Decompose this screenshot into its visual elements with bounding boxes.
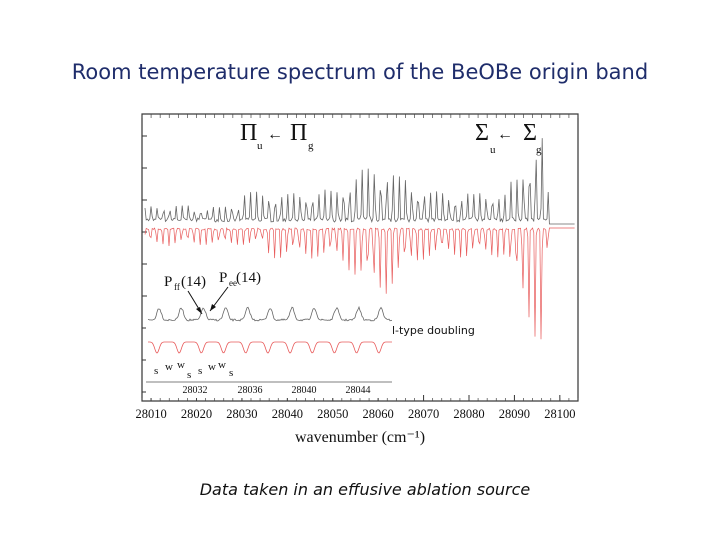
- intensity-letter: s: [187, 369, 192, 381]
- sigma-u-symbol: Σ: [475, 120, 489, 146]
- slide-title-text: Room temperature spectrum of the Be: [71, 60, 479, 84]
- x-tick-label: 28090: [498, 407, 531, 421]
- x-tick-label: 28070: [407, 407, 440, 421]
- inset-tick-label: 28044: [345, 385, 371, 396]
- pi-g-symbol: Π: [290, 120, 308, 146]
- pi-arrow: ←: [267, 126, 283, 143]
- inset-label-pff-sub: ff: [174, 282, 180, 292]
- inset-label-pff: P: [164, 274, 173, 290]
- spectrum-chart: [130, 106, 590, 451]
- pi-g-subscript: g: [308, 140, 314, 152]
- spectrum-figure: [130, 106, 590, 451]
- inset-tick-label: 28036: [237, 385, 263, 396]
- intensity-letter: w: [208, 361, 216, 373]
- sigma-g-subscript: g: [536, 144, 542, 156]
- intensity-letter: s: [229, 367, 234, 379]
- x-tick-label: 28060: [362, 407, 394, 421]
- intensity-letter: s: [154, 365, 159, 377]
- intensity-letter: w: [177, 359, 185, 371]
- sigma-g-symbol: Σ: [523, 120, 537, 146]
- x-tick-label: 28050: [317, 407, 349, 421]
- inset-label-pff-paren: (14): [181, 274, 206, 290]
- figure-caption: Data taken in an effusive ablation source: [199, 480, 531, 499]
- x-tick-label: 28100: [544, 407, 576, 421]
- x-axis-label: wavenumber (cm⁻¹): [294, 429, 426, 446]
- l-type-doubling-annotation: l-type doubling: [392, 324, 475, 337]
- x-tick-label: 28010: [135, 407, 167, 421]
- x-tick-label: 28080: [453, 407, 485, 421]
- inset-label-pee-sub: ee: [229, 278, 237, 288]
- inset-label-pee-paren: (14): [236, 270, 261, 286]
- sigma-u-subscript: u: [490, 144, 496, 156]
- slide-title: Room temperature spectrum of the BeOBe origin band: [71, 60, 649, 84]
- x-tick-label: 28030: [226, 407, 258, 421]
- pi-u-subscript: u: [257, 140, 263, 152]
- x-tick-label: 28040: [271, 407, 303, 421]
- inset-tick-label: 28032: [182, 385, 208, 396]
- inset-label-pee: P: [219, 270, 228, 286]
- intensity-letter: s: [198, 365, 203, 377]
- intensity-letter: w: [218, 359, 226, 371]
- sigma-arrow: ←: [497, 126, 513, 143]
- intensity-letter: w: [165, 361, 173, 373]
- experimental-trace: [145, 138, 575, 224]
- x-tick-label: 28020: [180, 407, 213, 421]
- inset-tick-label: 28040: [291, 385, 317, 396]
- pi-u-symbol: Π: [240, 120, 258, 146]
